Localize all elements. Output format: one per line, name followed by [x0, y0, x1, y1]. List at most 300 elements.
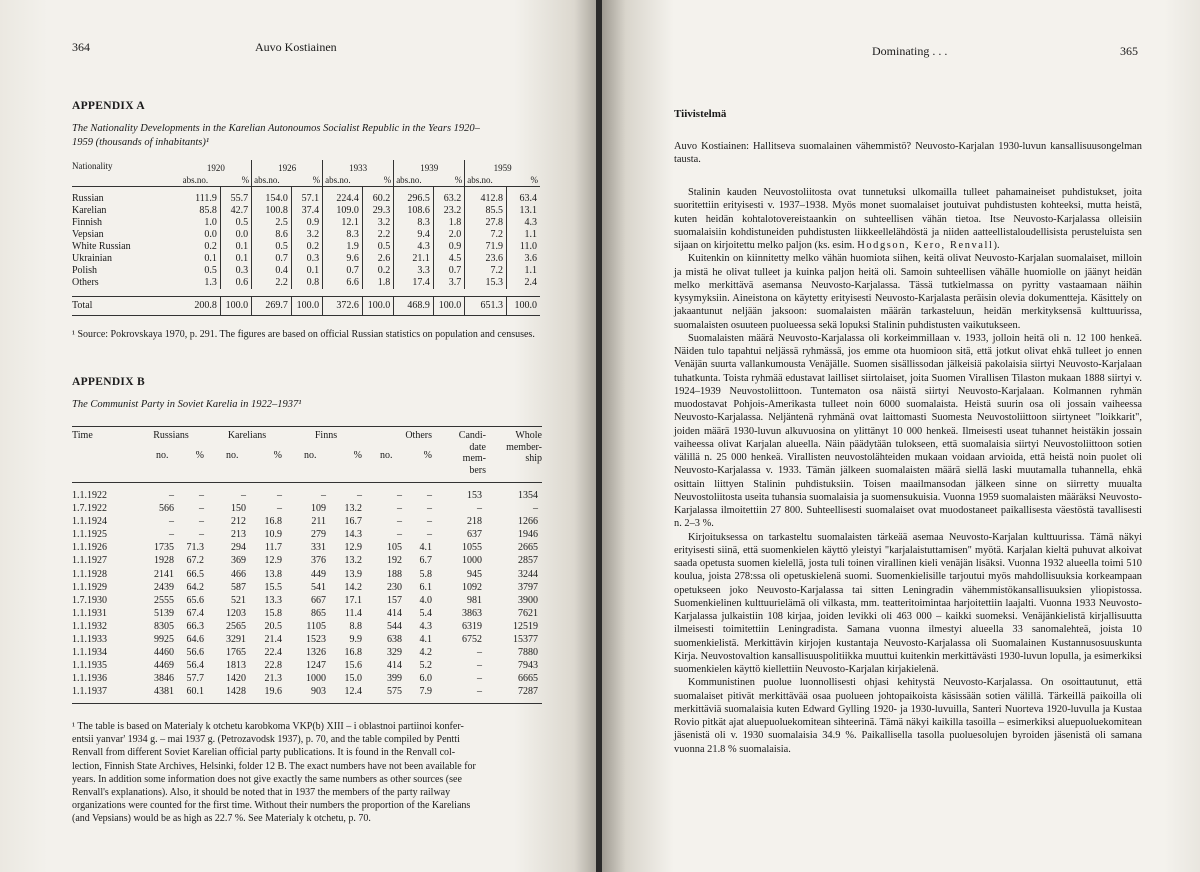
party-cell: 4.1	[419, 542, 432, 554]
appendix-b-footnote	[72, 720, 542, 826]
party-cell: 1247	[306, 660, 326, 672]
party-cell: –	[397, 516, 402, 528]
party-cell: 945	[467, 568, 482, 580]
group-finns: Finns no. %	[304, 430, 362, 461]
nationality-cell: 7.2	[465, 229, 507, 241]
party-cell: –	[397, 529, 402, 541]
party-cell: 213	[231, 529, 246, 541]
party-cell: 4.0	[419, 594, 432, 606]
year-1939: 1939 abs.no. %	[394, 160, 465, 187]
party-cell: 15377	[513, 634, 538, 646]
summary-paragraph: Suomalaisten määrä Neuvosto-Karjalassa oli korkeimmillaan v. 1933, jolloin heitä oli n. 12 100 henkeä. Näiden tulo tapahtui neljässä ryhmässä, jos emme ota huomioon sitä, että jotkut olivat ehkä tulleet jo ennen Venäjän suurta vallankumousta Venäjälle. Suomen sisällissodan jälkeisiä pakolaisia siirtyi Neuvosto-Karjalaan tuhatkunta. Toista ryhmää edustavat lailliset siirtolaiset, joita Suomen Virallisen Tilaston mukaan 1888 siirtyi v. 1924–1939 Neuvostoliittoon. Tuntematon osa näistä siirtyi Neuvosto-Karjalaan. Kolmannen ryhmän muodostavat Pohjois-Amerikasta tulleet noin 6000 suomalaista. Heistä suurin osa oli jossain vaiheessa Neuvosto-Karjalassa. Neljäntenä ryhmänä ovat laittomasti Suomesta Neuvostoliittoon siirtyneet "loikkarit", joiden määrä 1930-luvun alkuvuosina on ylittänyt 10 000 henkeä. Ilmeisesti useat tuhannet heistäkin jossain vaiheessa olivat Karjalan alueella. Näin päädytään tulokseen, että suomalaisia siirtyi Neuvostoliittoon sotien välillä n. 25 000 henkeä. Virallisten neuvostolähteiden mukaan voidaan arvioida, että heistä noin puolet oli Neuvosto-Karjalassa v. 1933. Tämän jälkeen suomalaisten määrä siellä laski muutamalla tuhannella, ehkä osittain liittyen Stalinin puhdistuksiin. Toisen maailmansodan jälkeen sinne on siirretty muualta Neuvostoliitosta useita tuhansia suomalaisia ja suomensukuisia. Vuonna 1959 suomalaisten määräksi Neuvosto-Karjalassa ilmoitettiin 27 800. Suhteellisesti suomalaiset ovat muodostaneet paikallisesta väestöstä tavallisesti n. 2–3 %.	[674, 332, 1142, 530]
party-date: 1.7.1930	[72, 594, 107, 606]
party-cell: 544	[387, 620, 402, 632]
party-cell: 56.4	[186, 660, 204, 672]
party-cell: 4.2	[419, 647, 432, 659]
party-date: 1.1.1925	[72, 529, 107, 541]
party-cell: –	[199, 516, 204, 528]
appendix-b-heading: APPENDIX B	[72, 376, 145, 388]
nationality-cell: 55.7	[220, 187, 251, 206]
total-cell: 100.0	[433, 297, 464, 316]
party-cell: 15.5	[264, 581, 282, 593]
nationality-cell: 4.3	[394, 241, 434, 253]
party-row	[72, 541, 542, 554]
nationality-cell: 224.4	[323, 187, 363, 206]
appendix-a-table	[72, 160, 540, 316]
party-cell: –	[199, 529, 204, 541]
nationality-label: Others	[72, 277, 99, 288]
appendix-b-footnote-line: organizations were counted for the first time. Without their numbers the proportion of the Karelians	[72, 800, 471, 812]
party-date: 1.1.1929	[72, 581, 107, 593]
party-cell: 1055	[462, 542, 482, 554]
running-head-author: Auvo Kostiainen	[255, 40, 337, 54]
party-date: 1.1.1933	[72, 634, 107, 646]
nationality-cell: 0.7	[323, 265, 363, 277]
party-cell: 11.7	[264, 542, 282, 554]
party-cell: 60.1	[186, 686, 204, 698]
nationality-row	[72, 229, 540, 241]
summary-paragraph: Kuitenkin on kiinnitetty melko vähän huomiota siihen, keitä olivat Neuvosto-Karjalan suomalaiset, milloin ja mistä he olivat tulleet ja kuinka paljon heitä oli. Samoin suhteellisen vähälle huomiolle on jäänyt heidän melko merkittävä asemansa Neuvosto-Karjalassa. Tässä tutkielmassa on pyritty vastaamaan näihin kysymyksiin. Aineistona on käytetty erityisesti Neuvosto-Karjalasta peräisin olevia dokumentteja. Käsittely on jakaantunut neljään jaksoon: suomalaisten määrän tarkasteluun, heidän merkityksensä kulttuurissa, suomalaisten osuuteen puolueessa sekä lopuksi Stalinin puhdistusten vaikutukseen.	[674, 253, 1142, 331]
party-row	[72, 633, 542, 646]
party-cell: 1092	[462, 581, 482, 593]
citation-authors: Hodgson, Kero, Renvall	[857, 240, 994, 251]
party-cell: 331	[311, 542, 326, 554]
party-cell: 3244	[518, 568, 538, 580]
party-cell: 449	[311, 568, 326, 580]
nationality-cell: 17.4	[394, 277, 434, 289]
group-russians: Russians no. %	[153, 430, 204, 461]
party-cell: 1203	[226, 607, 246, 619]
party-cell: 9925	[154, 634, 174, 646]
party-cell: 6319	[462, 620, 482, 632]
nationality-cell: 2.6	[362, 253, 393, 265]
summary-heading: Tiivistelmä	[674, 108, 727, 120]
nationality-cell: 0.5	[252, 241, 292, 253]
nationality-cell: 3.3	[394, 265, 434, 277]
party-cell: 1928	[154, 555, 174, 567]
party-cell: 21.4	[264, 634, 282, 646]
nationality-cell: 11.0	[506, 241, 540, 253]
party-row	[72, 515, 542, 528]
party-date: 1.1.1934	[72, 647, 107, 659]
party-cell: –	[397, 503, 402, 515]
appendix-b-table-wrap	[72, 426, 542, 704]
party-cell: 15.8	[264, 607, 282, 619]
nationality-cell: 0.2	[204, 241, 217, 252]
party-cell: 66.5	[186, 568, 204, 580]
nationality-cell: 0.2	[362, 265, 393, 277]
party-cell: –	[169, 516, 174, 528]
nationality-cell: 1.8	[433, 217, 464, 229]
page-number-right: 365	[1120, 44, 1138, 58]
party-row	[72, 646, 542, 659]
party-cell: 16.8	[264, 516, 282, 528]
appendix-b-footnote-line: entsii yanvar' 1934 g. – mai 1937 g. (Petrozavodsk 1937), p. 70, and the table compiled by Pentti	[72, 734, 460, 746]
nationality-cell: 2.4	[506, 277, 540, 289]
total-cell: 100.0	[506, 297, 540, 316]
party-cell: 12.4	[344, 686, 362, 698]
year-1926: 1926 abs.no. %	[252, 160, 323, 187]
nationality-cell: 4.5	[433, 253, 464, 265]
nationality-label: Vepsian	[72, 229, 104, 240]
party-cell: 13.2	[344, 503, 362, 515]
nationality-cell: 6.6	[323, 277, 363, 289]
party-cell: 66.3	[186, 620, 204, 632]
party-row	[72, 489, 542, 502]
group-karelians: Karelians no. %	[226, 430, 282, 461]
nationality-cell: 42.7	[220, 205, 251, 217]
party-cell: 12.9	[264, 555, 282, 567]
nationality-cell: 111.9	[195, 193, 217, 204]
party-cell: 16.7	[344, 516, 362, 528]
nationality-cell: 63.2	[433, 187, 464, 206]
party-cell: 212	[231, 516, 246, 528]
party-cell: 2665	[518, 542, 538, 554]
nationality-cell: 13.1	[506, 205, 540, 217]
group-others: Others no. %	[380, 430, 432, 461]
party-cell: 6665	[518, 673, 538, 685]
nationality-cell: 7.2	[465, 265, 507, 277]
party-cell: 466	[231, 568, 246, 580]
nationality-cell: 3.6	[506, 253, 540, 265]
nationality-cell: 0.9	[291, 217, 322, 229]
col-nationality: Nationality	[72, 161, 113, 171]
appendix-b-caption: The Communist Party in Soviet Karelia in 1922–1937¹	[72, 399, 302, 410]
party-cell: 521	[231, 594, 246, 606]
party-cell: 3900	[518, 594, 538, 606]
appendix-b-caption-block	[72, 398, 542, 412]
party-cell: –	[477, 660, 482, 672]
nationality-cell: 23.6	[465, 253, 507, 265]
nationality-row	[72, 205, 540, 217]
party-cell: 399	[387, 673, 402, 685]
party-cell: 10.9	[264, 529, 282, 541]
party-cell: 376	[311, 555, 326, 567]
party-cell: 7943	[518, 660, 538, 672]
nationality-cell: 0.2	[291, 241, 322, 253]
party-cell: 13.2	[344, 555, 362, 567]
nationality-cell: 71.9	[465, 241, 507, 253]
party-row	[72, 685, 542, 698]
nationality-cell: 109.0	[323, 205, 363, 217]
nationality-cell: 0.1	[291, 265, 322, 277]
appendix-b-footnote-line: Renvall's explanations). Also, it should be noted that in 1937 the members of the party railway	[72, 787, 451, 799]
nationality-row	[72, 187, 540, 206]
party-date: 1.1.1936	[72, 673, 107, 685]
year-1959: 1959 abs.no. %	[465, 160, 540, 187]
nationality-cell: 2.2	[252, 277, 292, 289]
party-date: 1.7.1922	[72, 503, 107, 515]
party-date: 1.1.1937	[72, 686, 107, 698]
party-cell: 575	[387, 686, 402, 698]
party-cell: 329	[387, 647, 402, 659]
party-cell: 15.6	[344, 660, 362, 672]
nationality-cell: 15.3	[465, 277, 507, 289]
nationality-cell: 1.8	[362, 277, 393, 289]
summary-body	[674, 186, 1142, 756]
appendix-a-heading: APPENDIX A	[72, 100, 145, 112]
party-cell: 150	[231, 503, 246, 515]
party-cell: 1523	[306, 634, 326, 646]
appendix-b-footnote-line: Renvall from different Soviet Karelian official party publications. It is found in the Renvall col-	[72, 747, 456, 759]
party-cell: 1266	[518, 516, 538, 528]
nationality-cell: 0.0	[220, 229, 251, 241]
nationality-row	[72, 241, 540, 253]
party-cell: 1428	[226, 686, 246, 698]
appendix-b-footnote-line: ¹ The table is based on Materialy k otchetu karobkoma VKP(b) XIII – i oblastnoi partiinoi konfer-	[72, 721, 464, 732]
party-cell: 19.6	[264, 686, 282, 698]
party-cell: 64.2	[186, 581, 204, 593]
appendix-a-footnote: ¹ Source: Pokrovskaya 1970, p. 291. The figures are based on official Russian statistics on population and censuses.	[72, 329, 535, 340]
party-cell: 7287	[518, 686, 538, 698]
party-cell: –	[199, 490, 204, 501]
nationality-cell: 1.1	[506, 229, 540, 241]
nationality-label: Karelian	[72, 205, 107, 216]
nationality-row	[72, 265, 540, 277]
party-cell: 105	[387, 542, 402, 554]
nationality-cell: 0.1	[220, 253, 251, 265]
nationality-cell: 0.5	[362, 241, 393, 253]
party-row	[72, 554, 542, 567]
party-date: 1.1.1932	[72, 620, 107, 632]
nationality-cell: 1.3	[204, 277, 217, 288]
party-cell: 11.4	[344, 607, 362, 619]
party-cell: 6752	[462, 634, 482, 646]
party-cell: –	[277, 490, 282, 501]
party-date: 1.1.1931	[72, 607, 107, 619]
party-cell: 1105	[306, 620, 326, 632]
nationality-cell: 63.4	[506, 187, 540, 206]
nationality-label: Finnish	[72, 217, 103, 228]
nationality-label: Polish	[72, 265, 98, 276]
nationality-cell: 154.0	[252, 187, 292, 206]
party-cell: 2565	[226, 620, 246, 632]
nationality-cell: 8.3	[323, 229, 363, 241]
party-cell: 153	[467, 490, 482, 501]
nationality-cell: 3.7	[433, 277, 464, 289]
party-cell: 414	[387, 660, 402, 672]
appendix-a-body	[72, 187, 540, 297]
party-cell: 20.5	[264, 620, 282, 632]
appendix-a-caption-line2: 1959 (thousands of inhabitants)¹	[72, 137, 210, 148]
party-row	[72, 594, 542, 607]
party-cell: 21.3	[264, 673, 282, 685]
party-cell: 4.1	[419, 634, 432, 646]
total-cell: 468.9	[394, 297, 434, 316]
party-cell: 414	[387, 607, 402, 619]
party-cell: 279	[311, 529, 326, 541]
appendix-b-body	[72, 489, 542, 699]
party-date: 1.1.1928	[72, 568, 107, 580]
nationality-cell: 0.8	[291, 277, 322, 289]
party-cell: 4.3	[419, 620, 432, 632]
year-1933: 1933 abs.no. %	[323, 160, 394, 187]
party-cell: 638	[387, 634, 402, 646]
party-cell: –	[397, 490, 402, 501]
party-date: 1.1.1935	[72, 660, 107, 672]
party-cell: 6.1	[419, 581, 432, 593]
party-cell: 6.0	[419, 673, 432, 685]
appendix-b-heading-block	[72, 376, 542, 388]
party-cell: –	[477, 686, 482, 698]
party-cell: –	[477, 503, 482, 515]
party-cell: –	[169, 529, 174, 541]
party-cell: 981	[467, 594, 482, 606]
nationality-cell: 4.3	[506, 217, 540, 229]
party-cell: 157	[387, 594, 402, 606]
nationality-cell: 8.6	[252, 229, 292, 241]
party-cell: 1765	[226, 647, 246, 659]
party-cell: –	[477, 673, 482, 685]
party-cell: 2439	[154, 581, 174, 593]
party-cell: 3863	[462, 607, 482, 619]
party-cell: 4469	[154, 660, 174, 672]
party-date: 1.1.1926	[72, 542, 107, 554]
party-cell: 2141	[154, 568, 174, 580]
party-cell: 8.8	[349, 620, 362, 632]
nationality-cell: 21.1	[394, 253, 434, 265]
party-cell: 667	[311, 594, 326, 606]
appendix-a-total-row	[72, 297, 540, 316]
nationality-cell: 85.8	[199, 205, 217, 216]
nationality-cell: 8.3	[394, 217, 434, 229]
party-cell: 67.2	[186, 555, 204, 567]
party-cell: –	[427, 516, 432, 528]
party-cell: 211	[311, 516, 326, 528]
party-row	[72, 659, 542, 672]
appendix-b-table	[72, 426, 542, 699]
party-cell: 4460	[154, 647, 174, 659]
nationality-cell: 3.2	[291, 229, 322, 241]
nationality-cell: 0.1	[204, 253, 217, 264]
nationality-cell: 0.4	[252, 265, 292, 277]
nationality-cell: 1.0	[204, 217, 217, 228]
summary-paragraph: Kirjoituksessa on tarkasteltu suomalaisten tärkeää asemaa Neuvosto-Karjalan kulttuurissa. Tämä näkyi erityisesti siinä, että suomenkielen käyttö yleistyi "karjalaistuttamisen" myötä. Karjalan kieltä puhuvat alkoivat saada opetusta suomen kielellä, josta tuli toinen virallinen kieli venäjän lisäksi. Vuonna 1932 alueella toimi 510 koulua, joista 278:ssa oli opetuskielenä suomi. Suomenkielisille tarjoutui myös mahdollisuuksia korkeampaan opetukseen joko Neuvosto-Karjalassa tai sitten Leningradin vähemmistökansallisuuksien yliopistossa. Suomenkielinen kulttuurielämä oli vilkasta, mm. teatteritoimintaa harjoitettiin laajalti. Vuonna 1933 Neuvosto-Karjalassa julkaistiin 108 kirjaa, joiden levikki oli 463 000 – kaikki suomeksi. Venäjänkielistä kirjallisuutta ilmeisesti toimitettiin Leningradista. Samana vuonna ilmestyi alueella 33 sanomalehteä, joista 10 suomenkielistä. Merkittävin kirjojen kustantaja Neuvosto-Karjalassa oli Suomalainen Kustannusosuuskunta Kirja. Neuvostovaltion kansallisuuspolitiikka muuttui kuitenkin merkittävästi 1930-luvun lopulla, ja esimerkiksi suomenkielen käyttö kiellettiin Neuvosto-Karjalan kirjakielenä.	[674, 531, 1142, 675]
nationality-cell: 108.6	[394, 205, 434, 217]
nationality-cell: 0.7	[433, 265, 464, 277]
nationality-cell: 412.8	[465, 187, 507, 206]
nationality-cell: 29.3	[362, 205, 393, 217]
summary-paragraph: Kommunistinen puolue luonnollisesti ohjasi kehitystä Neuvosto-Karjalassa. On osoittautunut, että suomalaiset pitivät merkittävää osaa puolueen johtopaikoista käsissään sotien välillä. Tärkeillä paikoilla oli merkittäviä suomalaisia kuten Edward Gylling 1920- ja 1930-luvuilla, Santeri Nuorteva 1920-luvulla ja Kustaa Rovio pitkät ajat aluepuoluekomitean sihteerinä. Tämä näkyi kaikilla tasoilla – esimerkiksi aluepuoluekomitean jäsenistä oli v. 1930 suomalaisia 34.9 %. Paikallisella tasolla puoluesolujen byroiden jäsenistä oli samana vuonna 21.8 % suomalaisia.	[674, 677, 1142, 755]
party-cell: 22.8	[264, 660, 282, 672]
appendix-a-heading-block	[72, 100, 542, 112]
nationality-cell: 9.4	[394, 229, 434, 241]
col-time: Time	[72, 430, 93, 441]
party-cell: 3797	[518, 581, 538, 593]
year-1920: 1920 abs.no. %	[182, 163, 250, 185]
running-head-title: Dominating . . .	[872, 44, 948, 58]
nationality-cell: 2.5	[252, 217, 292, 229]
party-cell: 1326	[306, 647, 326, 659]
party-cell: 1000	[462, 555, 482, 567]
nationality-cell: 100.8	[252, 205, 292, 217]
col-candidate-members: Candi- date mem- bers	[458, 430, 486, 476]
nationality-cell: 1.9	[323, 241, 363, 253]
nationality-cell: 12.1	[323, 217, 363, 229]
appendix-a-table-wrap	[72, 160, 542, 316]
party-cell: 1735	[154, 542, 174, 554]
right-page	[602, 0, 1200, 872]
summary-heading-block	[674, 108, 1142, 121]
nationality-label: White Russian	[72, 241, 131, 252]
total-cell: 100.0	[362, 297, 393, 316]
party-cell: 6.7	[419, 555, 432, 567]
party-cell: 369	[231, 555, 246, 567]
party-cell: 3291	[226, 634, 246, 646]
page-number-left: 364	[72, 40, 90, 54]
party-cell: 587	[231, 581, 246, 593]
nationality-cell: 60.2	[362, 187, 393, 206]
party-row	[72, 568, 542, 581]
party-date: 1.1.1927	[72, 555, 107, 567]
nationality-cell: 2.0	[433, 229, 464, 241]
party-cell: –	[427, 529, 432, 541]
party-cell: 1946	[518, 529, 538, 541]
party-cell: 865	[311, 607, 326, 619]
nationality-row	[72, 277, 540, 289]
party-cell: 5.4	[419, 607, 432, 619]
party-cell: 4381	[154, 686, 174, 698]
total-cell: 100.0	[291, 297, 322, 316]
party-row	[72, 528, 542, 541]
appendix-a-caption	[72, 122, 542, 150]
party-cell: 3846	[154, 673, 174, 685]
party-cell: 5.8	[419, 568, 432, 580]
party-cell: –	[357, 490, 362, 501]
party-cell: 541	[311, 581, 326, 593]
party-row	[72, 672, 542, 685]
party-cell: –	[169, 490, 174, 501]
total-cell: 651.3	[465, 297, 507, 316]
party-row	[72, 502, 542, 515]
party-cell: –	[199, 503, 204, 515]
party-cell: 1000	[306, 673, 326, 685]
party-date: 1.1.1924	[72, 516, 107, 528]
appendix-b-footnote-line: lection, Finnish State Archives, Helsinki, folder 12 B. The exact numbers have not been available for	[72, 760, 476, 772]
party-cell: –	[427, 503, 432, 515]
party-cell: 67.4	[186, 607, 204, 619]
total-cell: 200.8	[194, 300, 217, 311]
party-date: 1.1.1922	[72, 490, 107, 501]
party-row	[72, 581, 542, 594]
party-cell: 903	[311, 686, 326, 698]
nationality-cell: 0.6	[220, 277, 251, 289]
party-cell: 15.0	[344, 673, 362, 685]
party-cell: –	[477, 647, 482, 659]
party-cell: 7621	[518, 607, 538, 619]
nationality-cell: 2.2	[362, 229, 393, 241]
nationality-cell: 296.5	[394, 187, 434, 206]
party-cell: 1420	[226, 673, 246, 685]
nationality-cell: 0.0	[204, 229, 217, 240]
party-cell: 2857	[518, 555, 538, 567]
party-cell: 9.9	[349, 634, 362, 646]
nationality-cell: 0.5	[204, 265, 217, 276]
party-cell: 1813	[226, 660, 246, 672]
party-cell: 12519	[513, 620, 538, 632]
nationality-cell: 27.8	[465, 217, 507, 229]
nationality-cell: 1.1	[506, 265, 540, 277]
appendix-a-caption-line1: The Nationality Developments in the Karelian Autonoumos Socialist Republic in the Years 1920–	[72, 123, 480, 134]
party-cell: –	[241, 490, 246, 501]
nationality-label: Ukrainian	[72, 253, 112, 264]
party-cell: 56.6	[186, 647, 204, 659]
party-cell: –	[533, 503, 538, 515]
nationality-cell: 0.3	[220, 265, 251, 277]
party-cell: 294	[231, 542, 246, 554]
party-cell: 71.3	[186, 542, 204, 554]
party-cell: 16.8	[344, 647, 362, 659]
